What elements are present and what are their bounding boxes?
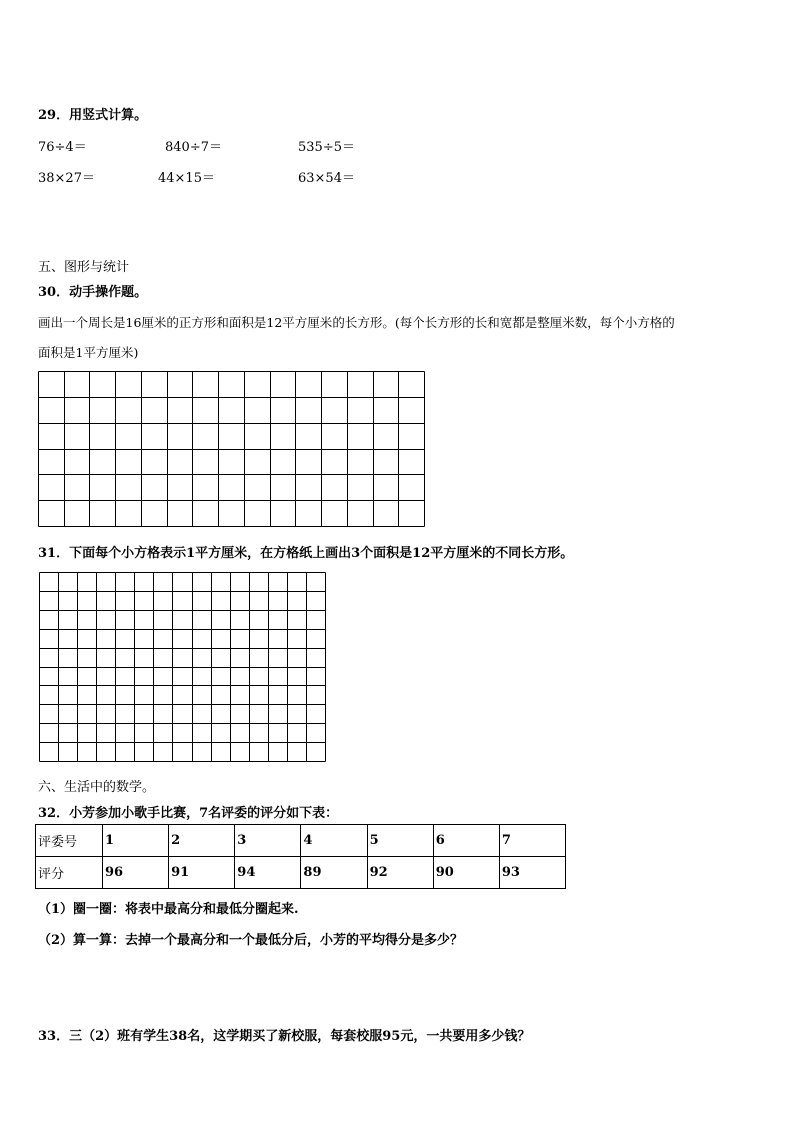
section-5-heading: 五、图形与统计 xyxy=(38,260,130,275)
score-value[interactable]: 94 xyxy=(235,857,301,889)
judge-number: 1 xyxy=(103,825,169,857)
judge-number: 7 xyxy=(499,825,565,857)
q29-expr-2: 840÷7＝ xyxy=(165,140,222,155)
table-row xyxy=(36,857,566,889)
q32-sub-question-1: （1）圈一圈：将表中最高分和最低分圈起来. xyxy=(38,902,299,917)
score-value[interactable]: 89 xyxy=(301,857,367,889)
q31-title: 31．下面每个小方格表示1平方厘米，在方格纸上画出3个面积是12平方厘米的不同长方形。 xyxy=(38,546,574,561)
q29-expr-6: 63×54＝ xyxy=(298,171,355,186)
q32-title: 32．小芳参加小歌手比赛，7名评委的评分如下表： xyxy=(38,806,339,821)
score-value[interactable]: 91 xyxy=(169,857,235,889)
q30-square-grid[interactable] xyxy=(38,371,425,527)
q29-expr-4: 38×27＝ xyxy=(38,171,95,186)
row-header-judge: 评委号 xyxy=(36,825,103,857)
q30-text-line-2: 面积是1平方厘米) xyxy=(38,345,139,360)
q33-title: 33．三（2）班有学生38名，这学期买了新校服，每套校服95元，一共要用多少钱？ xyxy=(38,1029,531,1044)
section-6-heading: 六、生活中的数学。 xyxy=(38,780,156,795)
row-header-score: 评分 xyxy=(36,857,103,889)
score-value[interactable]: 93 xyxy=(499,857,565,889)
table-row xyxy=(36,825,566,857)
judge-number: 4 xyxy=(301,825,367,857)
judge-number: 5 xyxy=(367,825,433,857)
q29-title: 29．用竖式计算。 xyxy=(38,108,148,123)
q30-title: 30．动手操作题。 xyxy=(38,285,148,300)
q32-sub-question-2: （2）算一算：去掉一个最高分和一个最低分后，小芳的平均得分是多少？ xyxy=(38,933,464,948)
q30-text-line-1: 画出一个周长是16厘米的正方形和面积是12平方厘米的长方形。(每个长方形的长和宽都是整厘米数，每个小方格的 xyxy=(38,315,675,330)
judge-number: 3 xyxy=(235,825,301,857)
score-value[interactable]: 90 xyxy=(433,857,499,889)
q29-expr-5: 44×15＝ xyxy=(158,171,215,186)
score-value[interactable]: 92 xyxy=(367,857,433,889)
score-value[interactable]: 96 xyxy=(103,857,169,889)
judge-score-table xyxy=(35,824,566,889)
judge-number: 6 xyxy=(433,825,499,857)
judge-number: 2 xyxy=(169,825,235,857)
q29-expr-3: 535÷5＝ xyxy=(298,140,355,155)
q31-square-grid[interactable] xyxy=(39,572,326,762)
q29-expr-1: 76÷4＝ xyxy=(38,140,87,155)
